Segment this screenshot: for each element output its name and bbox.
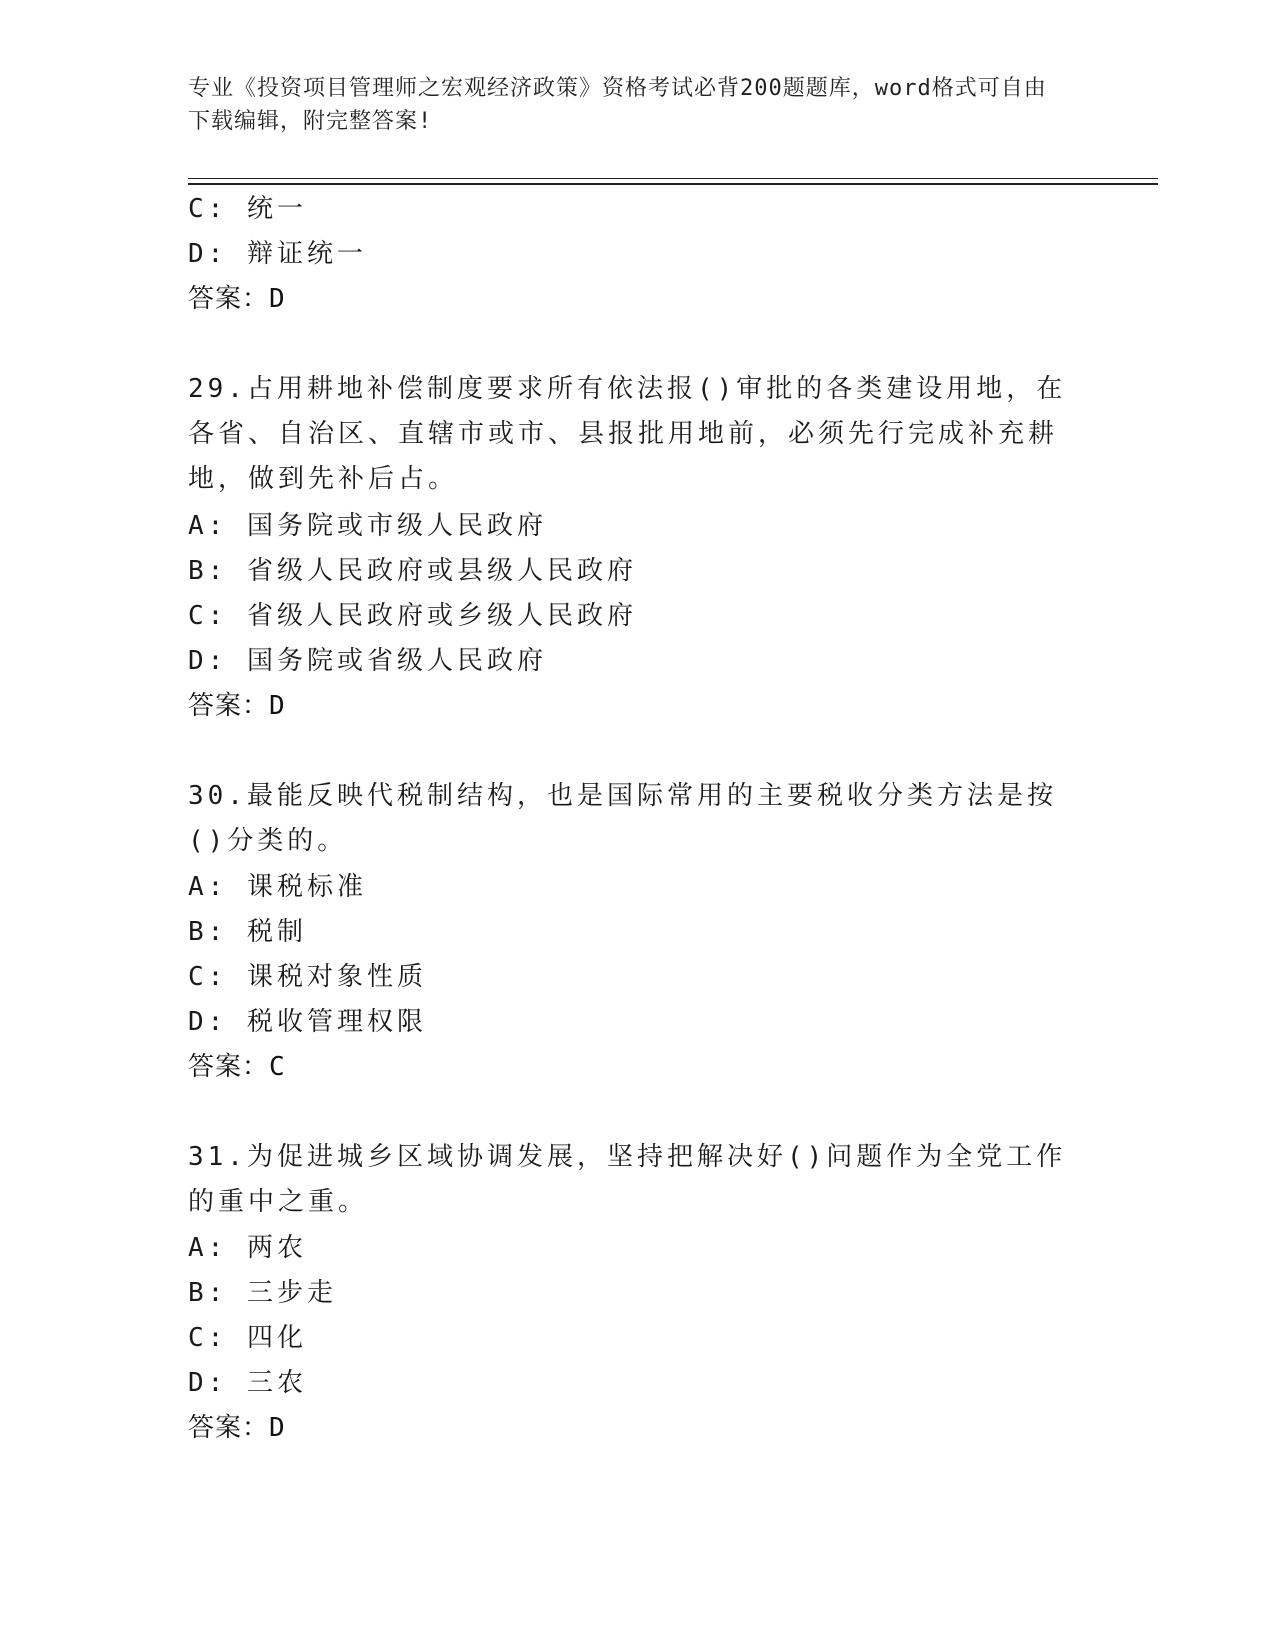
- option-c: C: 统一: [188, 194, 307, 224]
- answer-line: [188, 1052, 285, 1082]
- option-d: D: 辩证统一: [188, 239, 367, 269]
- option-d: D: 税收管理权限: [188, 1007, 427, 1037]
- answer-value: C: [269, 1052, 285, 1082]
- option-c: C: 课税对象性质: [188, 962, 427, 992]
- answer-value: D: [269, 284, 285, 314]
- header-divider-thin: [188, 178, 1158, 179]
- option-b: B: 三步走: [188, 1278, 337, 1308]
- header-divider-thick: [188, 183, 1158, 185]
- option-c: C: 省级人民政府或乡级人民政府: [188, 601, 637, 631]
- option-a: A: 两农: [188, 1233, 307, 1263]
- answer-value: D: [269, 1413, 285, 1443]
- option-b: B: 省级人民政府或县级人民政府: [188, 556, 637, 586]
- answer-label: 答案：: [188, 1052, 270, 1082]
- option-c: C: 四化: [188, 1323, 307, 1353]
- option-a: A: 课税标准: [188, 872, 367, 902]
- answer-label: 答案：: [188, 691, 270, 721]
- answer-label: 答案：: [188, 284, 270, 314]
- answer-line: [188, 1413, 285, 1443]
- option-d: D: 国务院或省级人民政府: [188, 646, 547, 676]
- question-stem: 29.占用耕地补偿制度要求所有依法报()审批的各类建设用地，在各省、自治区、直辖市或市、县报批用地前，必须先行完成补充耕地，做到先补后占。: [188, 374, 1067, 494]
- answer-label: 答案：: [188, 1413, 270, 1443]
- question-stem: 30.最能反映代税制结构，也是国际常用的主要税收分类方法是按()分类的。: [188, 781, 1057, 856]
- answer-value: D: [269, 691, 285, 721]
- option-b: B: 税制: [188, 917, 307, 947]
- option-d: D: 三农: [188, 1368, 307, 1398]
- answer-line: [188, 691, 285, 721]
- option-a: A: 国务院或市级人民政府: [188, 511, 547, 541]
- question-stem: 31.为促进城乡区域协调发展，坚持把解决好()问题作为全党工作的重中之重。: [188, 1142, 1067, 1217]
- document-header: 专业《投资项目管理师之宏观经济政策》资格考试必背200题题库，word格式可自由下载编辑，附完整答案!: [188, 76, 1047, 134]
- answer-line: [188, 284, 285, 314]
